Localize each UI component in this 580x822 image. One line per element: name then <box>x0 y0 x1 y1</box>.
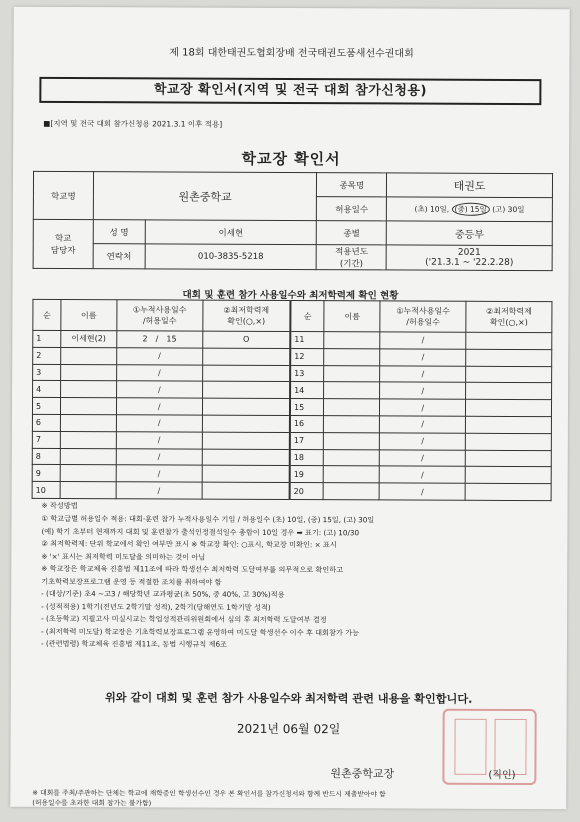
slash: / <box>421 436 424 446</box>
allowed-days-options <box>387 197 553 222</box>
row-name-right <box>324 382 380 399</box>
slash: / <box>421 453 424 463</box>
right-days-cell <box>380 449 466 466</box>
teacher-label-line1: 학교 <box>54 233 72 245</box>
row-number-right: 12 <box>290 348 324 365</box>
period-year: 2021 <box>457 247 481 258</box>
row-name <box>60 482 116 499</box>
name-label: 성 명 <box>93 220 145 244</box>
slash: / <box>157 469 161 479</box>
contest-name: 제 18회 대한태권도협회장배 전국태권도품새선수권대회 <box>169 47 414 60</box>
event-label: 종목명 <box>317 173 387 197</box>
instruction-line: ① 학교급별 허용일수 적용: 대회·훈련 참가 누적사용일수 기입 / 허용일수 (초) 10일, (중) 15일, (고) 30일 <box>41 513 375 525</box>
right-days-cell <box>380 399 466 416</box>
teacher-label <box>33 219 93 268</box>
col-days-line2-right: /허용일수 <box>406 317 440 327</box>
class-value: 중등부 <box>386 221 552 246</box>
slash: / <box>158 351 161 361</box>
row-check-right <box>465 467 551 484</box>
footnote-line-2: (허용일수를 초과한 대회 참가는 불가함) <box>32 798 152 808</box>
status-table <box>32 299 553 501</box>
row-check <box>202 465 290 482</box>
row-check-right <box>465 483 551 500</box>
right-days-cell <box>380 365 466 382</box>
left-days-cell <box>117 331 203 348</box>
row-number: 7 <box>32 431 60 448</box>
col-check-header-right <box>466 301 552 332</box>
used-days: 2 <box>142 334 148 344</box>
row-check-right <box>465 433 551 450</box>
col-name-header-right: 이름 <box>324 301 380 332</box>
row-name: 이세현(2) <box>61 330 117 347</box>
row-number-right: 14 <box>290 382 324 399</box>
row-check <box>202 348 290 365</box>
period-label-line2: (기간) <box>339 259 364 270</box>
slash: / <box>157 435 161 445</box>
right-days-cell <box>380 332 466 349</box>
col-days-header <box>117 300 203 331</box>
row-number-right: 13 <box>290 365 324 382</box>
row-name <box>60 465 116 482</box>
table-row <box>32 482 551 501</box>
instructions-heading: ※ 작성방법 <box>41 500 78 511</box>
issue-date: 2021년 06월 02일 <box>236 721 341 737</box>
right-days-cell <box>380 466 466 483</box>
row-number: 4 <box>33 381 61 398</box>
slash: / <box>158 368 161 378</box>
slash: / <box>421 369 425 379</box>
contact-value: 010-3835-5218 <box>145 244 317 270</box>
row-check <box>202 398 290 415</box>
slash: / <box>421 419 425 429</box>
row-number: 5 <box>32 398 60 415</box>
row-name-right <box>324 416 380 433</box>
document-page <box>10 7 569 809</box>
col-check-line2-right: 확인(○,×) <box>489 317 528 328</box>
left-days-cell <box>116 364 202 381</box>
event-value: 태권도 <box>387 173 553 198</box>
contact-label: 연락처 <box>93 244 145 269</box>
col-days-line1: ①누적사용일수 <box>132 305 187 315</box>
left-days-cell <box>116 465 202 482</box>
footnote-line-1: ※ 대회를 주최/주관하는 단체는 학교에 재학중인 학생선수인 경우 본 확인서를 참가신청서와 함께 반드시 제출받아야 함 <box>32 788 386 799</box>
slash: / <box>421 470 424 480</box>
applicability-note: ■[지역 및 전국 대회 참가신청용 2021.3.1 이후 적용] <box>43 118 223 129</box>
row-number: 10 <box>32 482 60 499</box>
col-no-header: 순 <box>33 299 61 330</box>
col-days-line1-right: ①누적사용일수 <box>396 306 450 316</box>
slash: / <box>421 352 425 362</box>
row-name <box>60 414 116 431</box>
row-number: 2 <box>33 347 61 364</box>
right-days-cell <box>379 483 465 500</box>
row-check <box>202 449 290 466</box>
slash: / <box>157 452 161 462</box>
row-check-right <box>466 349 552 366</box>
row-number-right: 15 <box>290 399 324 416</box>
col-check-line1-right: ②최저학력제 <box>486 306 532 317</box>
row-check <box>202 415 290 432</box>
instruction-line: - (관련법령) 학교체육 진흥법 제11조, 동법 시행규칙 제6조 <box>40 638 228 649</box>
row-check-right <box>466 383 552 400</box>
instruction-line: - (대상/기준) 초4 ~고3 / 해당학년 교과평균(초 50%, 중 40%, 고 30%)적용 <box>41 588 285 599</box>
period-value <box>386 245 552 271</box>
left-days-cell <box>116 398 202 415</box>
period-range: ('21.3.1 ~ '22.2.28) <box>425 257 514 268</box>
allowed-high: (고) 30일 <box>492 204 525 215</box>
row-name-right <box>324 399 380 416</box>
instruction-line: - (최저학력 미도달) 학교장은 기초학력보장프로그램 운영하여 미도달 학생선수 이수 후 대회참가 가능 <box>41 626 360 637</box>
row-number-right: 16 <box>290 415 324 432</box>
allowed-days: 15 <box>166 334 177 344</box>
row-name-right <box>324 483 380 500</box>
row-name-right <box>324 432 380 449</box>
left-days-cell <box>116 415 202 432</box>
col-check-line1: ②최저학력제 <box>223 305 270 315</box>
slash: / <box>421 335 425 345</box>
period-label <box>317 245 387 270</box>
row-check: O <box>202 331 290 348</box>
row-check-right <box>466 416 552 433</box>
row-check-right <box>465 450 551 467</box>
row-check-right <box>466 366 552 383</box>
instruction-line: ② 최저학력제: 단위 학교에서 확인 여부만 표시 ※ 학교장 확인: ○표시, 학교장 미확인: × 표시 <box>41 538 337 550</box>
row-name-right <box>324 466 380 483</box>
teacher-label-line2: 담당자 <box>50 245 76 257</box>
instruction-line: ※ 학교장은 학교체육 진흥법 제11조에 따라 학생선수 최저학력 도달여부를 의무적으로 확인하고 <box>41 563 344 575</box>
row-check <box>202 382 290 399</box>
row-name <box>61 347 117 364</box>
row-name <box>60 431 116 448</box>
col-days-header-right <box>380 301 466 332</box>
left-days-cell <box>116 381 202 398</box>
seal-label: (직인) <box>488 769 516 781</box>
col-name-header: 이름 <box>61 299 117 330</box>
slash: / <box>420 487 424 497</box>
row-name <box>60 448 116 465</box>
row-check-right <box>466 332 552 349</box>
instruction-line: ※ '×' 표시는 최저학력 미도달을 의미하는 것이 아님 <box>41 551 206 562</box>
slash: / <box>157 485 161 495</box>
row-number-right: 11 <box>290 332 324 349</box>
row-number: 9 <box>32 465 60 482</box>
col-days-line2: /허용일수 <box>142 316 177 326</box>
slash: / <box>155 334 159 344</box>
confirmation-text: 위와 같이 대회 및 훈련 참가 사용일수와 최저학력 관련 내용을 확인합니다. <box>104 691 473 706</box>
row-name-right <box>324 449 380 466</box>
row-check <box>202 482 290 499</box>
col-no-header-right: 순 <box>290 301 324 332</box>
slash: / <box>157 385 161 395</box>
allowed-middle-circled: (중) 15일 <box>452 203 490 216</box>
row-number: 1 <box>33 330 61 347</box>
slash: / <box>157 402 161 412</box>
instruction-line: 기초학력보장프로그램 운영 등 적절한 조치를 취하여야 함 <box>41 576 222 587</box>
principal-signer: 원촌중학교장 <box>330 767 395 781</box>
row-name <box>60 398 116 415</box>
col-check-line2: 확인(○,×) <box>227 316 266 326</box>
row-name <box>60 381 116 398</box>
period-label-line1: 적용년도 <box>335 247 368 258</box>
left-days-cell <box>117 348 203 365</box>
left-days-cell <box>116 432 202 449</box>
right-days-cell <box>380 349 466 366</box>
row-number-right: 20 <box>290 483 324 500</box>
status-section-title: 대회 및 훈련 참가 사용일수와 최저학력제 확인 현황 <box>182 289 399 302</box>
col-check-header <box>203 300 291 331</box>
instruction-line: - (성적적용) 1학기(전년도 2학기말 성적), 2학기(당해연도 1학기말 성적) <box>41 601 271 612</box>
class-label: 종별 <box>317 221 387 245</box>
row-name-right <box>324 348 380 365</box>
slash: / <box>421 403 425 413</box>
slash: / <box>157 418 161 428</box>
instruction-line: (예) 학기 초부터 현재까지 대회 및 훈련참가 출석인정결석일수 총합이 10일 경우 ➡ 표기: (고) 10/30 <box>41 526 360 537</box>
school-name: 원촌중학교 <box>93 172 317 221</box>
name-value: 이세현 <box>145 220 317 245</box>
school-label: 학교명 <box>33 171 93 219</box>
main-title: 학교장 확인서 <box>241 149 341 169</box>
row-number-right: 19 <box>290 466 324 483</box>
row-number: 3 <box>33 364 61 381</box>
right-days-cell <box>380 382 466 399</box>
document-title-box: 학교장 확인서(지역 및 전국 대회 참가신청용) <box>39 77 541 105</box>
row-number: 6 <box>32 414 60 431</box>
row-name <box>61 364 117 381</box>
row-number-right: 18 <box>290 449 324 466</box>
instruction-line: - (초등학교) 지필고사 미실시교는 학업성적관리위원회에서 심의 후 최저학력 도달여부 결정 <box>41 613 327 625</box>
allowed-days-label: 허용일수 <box>317 197 387 221</box>
info-table <box>33 171 553 271</box>
left-days-cell <box>116 482 202 499</box>
row-check <box>202 432 290 449</box>
right-days-cell <box>380 416 466 433</box>
right-days-cell <box>380 433 466 450</box>
row-name-right <box>324 332 380 349</box>
row-name-right <box>324 365 380 382</box>
row-check <box>202 365 290 382</box>
row-number: 8 <box>32 448 60 465</box>
left-days-cell <box>116 448 202 465</box>
slash: / <box>421 386 425 396</box>
status-header-row <box>33 299 552 332</box>
row-number-right: 17 <box>290 432 324 449</box>
row-check-right <box>466 399 552 416</box>
allowed-elementary: (초) 10일, <box>414 204 450 214</box>
